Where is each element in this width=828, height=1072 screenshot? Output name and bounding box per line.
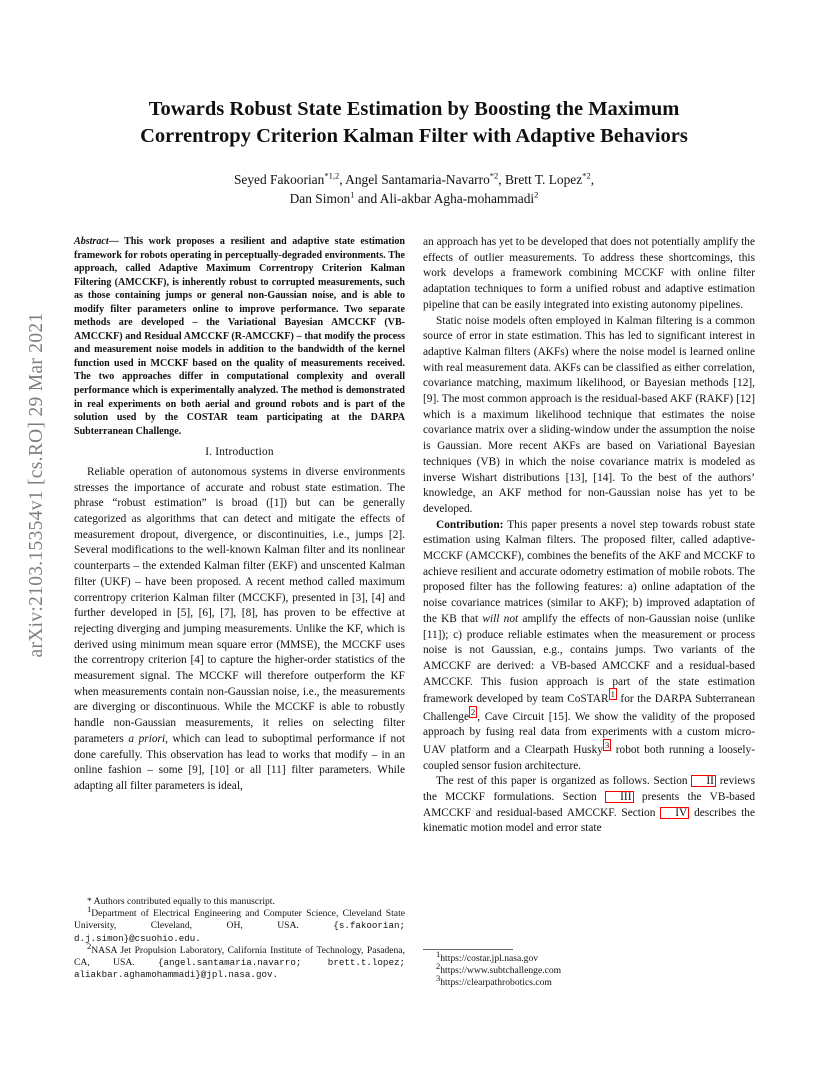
- paragraph-text: This paper presents a novel step towards robust state estimation using Kalman filters. The proposed filter, called adaptive-MCCKF (AMCCKF), combines the benefits of the AKF and MCCKF to achieve resilient and accurate odometry estimation of mobile robots. The proposed filter has the following features: a) online adaptation of the noise covariance matrices (similar to AKF); b) improved adaptation of the KB that: [423, 518, 755, 625]
- section-link-II[interactable]: II: [691, 775, 716, 787]
- contribution-label: Contribution:: [436, 518, 504, 531]
- emphasis-text: a priori: [128, 732, 166, 745]
- authors-line-1: [120, 170, 708, 189]
- footnote-affiliation-1: [74, 904, 405, 945]
- emphasis-text: will not: [482, 612, 519, 625]
- footnote-mark: 1: [436, 948, 441, 959]
- intro-paragraph: [74, 465, 405, 795]
- author-affiliation-mark: *2: [489, 170, 499, 181]
- author-separator: ,: [590, 172, 595, 187]
- arxiv-stamp-text: arXiv:2103.15354v1 [cs.RO] 29 Mar 2021: [26, 312, 47, 658]
- footnote-text: NASA Jet Propulsion Laboratory, California Institute of Technology, Pasadena, CA, USA.: [74, 944, 405, 969]
- footnote-url-2: [423, 961, 755, 977]
- paragraph-text: robot both running a loosely-coupled sensor fusion architecture.: [423, 743, 755, 772]
- paragraph-text: The rest of this paper is organized as follows. Section: [436, 775, 692, 788]
- paragraph-text: Reliable operation of autonomous systems in diverse environments stresses the importance of accurate and robust state estimation. The phrase “robust estimation” is broad ([1]) but can be generally categorized as algorithms that can detect and mitigate the effects of measurement dropout, divergence, or discontinuities, i.e., jumps [2]. Several modifications to the well-known Kalman filter and its nonlinear counterparts – the extended Kalman filter (EKF) and unscented Kalman filter (UKF) – have been proposed. A recent method called maximum correntropy criterion Kalman filter (MCCKF), presented in [3], [4] and further developed in [5], [6], [7], [8], has proven to be effective at rejecting diverging and jumping measurements. Unlike the KF, which is derived using minimum mean square error (MMSE), the MCCKF uses the correntropy criterion [4] to capture the higher-order statistics of the measurement signal. The MCCKF will therefore outperform the KF when measurements contain non-Gaussian noise, i.e., the measurements are diverging or discontinuous. While the MCCKF is able to robustly handle non-Gaussian measurements, it relies on selecting filter parameters: [74, 465, 405, 745]
- abstract: [74, 235, 405, 438]
- paragraph-adaptive-filters: Static noise models often employed in Kalman filtering is a common source of error in state estimation. This has led to significant interest in adaptive Kalman filters (AKFs) where the noise model is learned online with real measurement data. AKFs can be classified as either correlation, covariance matching, maximum likelihood, or Bayesian methods [12], [9]. The most common approach is the residual-based AKF (RAKF) [12] which is a maximum likelihood technique that estimates the noise covariance matrix over a sliding-window under the assumption the noise is Gaussian. More recent AKFs are based on Variational Bayesian techniques (VB) in which the noise covariance matrix is modeled as inverse Wishart distributions [13], [14]. To the best of the authors’ knowledge, an AKF method for non-Gaussian noise has yet to be developed.: [423, 314, 755, 515]
- section-link-IV[interactable]: IV: [660, 807, 689, 819]
- footnote-url[interactable]: https://www.subtchallenge.com: [440, 965, 562, 977]
- footnote-link-1[interactable]: 1: [610, 689, 615, 700]
- author-name: Seyed Fakoorian: [233, 172, 325, 187]
- authors-line-2: [120, 189, 708, 208]
- right-footnotes: [423, 948, 755, 990]
- footnote-url[interactable]: https://clearpathrobotics.com: [440, 977, 552, 989]
- footnote-mark: 1: [87, 904, 92, 915]
- footnote-equal-contribution: * Authors contributed equally to this manuscript.: [87, 896, 275, 907]
- paragraph-text: presents the VB-based AMCCKF and residual-based AMCCKF. Section: [423, 790, 755, 819]
- author-affiliation-mark: 1: [350, 189, 355, 200]
- author-name: , Brett T. Lopez: [498, 172, 583, 187]
- footnote-mark: 2: [436, 961, 441, 972]
- paper-title: [80, 96, 748, 150]
- abstract-label: Abstract: [74, 236, 109, 247]
- paragraph-text: , Cave Circuit [15]. We show the validity of the proposed approach by fusing real data from experiments with a custom micro-UAV platform and a Clearpath Husky: [423, 710, 755, 756]
- footnote-affiliation-2: [74, 940, 405, 982]
- author-name: and Ali-akbar Agha-mohammadi: [354, 191, 535, 206]
- footnote-mark: 3: [436, 973, 441, 984]
- author-name: , Angel Santamaria-Navarro: [339, 172, 490, 187]
- paragraph-text: , which can lead to suboptimal performance if not done carefully. This observation has lead to works that modify – in an online fashion – some [9], [10] or all [11] filter parameters. While adapting all filter parameters is ideal,: [74, 732, 406, 792]
- paragraph-organization: [423, 774, 755, 837]
- left-column: [74, 235, 405, 795]
- footnote-email: {angel.santamaria.navarro; brett.t.lopez; aliakbar.aghamohammadi}@jpl.nasa.gov.: [74, 957, 405, 981]
- arxiv-identifier-stamp: [22, 285, 52, 685]
- author-name: Dan Simon: [289, 191, 351, 206]
- paragraph-text: for the DARPA Subterranean Challenge: [423, 693, 755, 723]
- paragraph-contribution: [423, 518, 755, 775]
- footnote-url-1: [423, 948, 755, 965]
- footnote-url[interactable]: https://costar.jpl.nasa.gov: [440, 953, 539, 964]
- footnote-email: {s.fakoorian; d.j.simon}@csuohio.edu.: [74, 920, 405, 944]
- footnote-text: Department of Electrical Engineering and Computer Science, Cleveland State University, Cleveland, OH, USA.: [74, 908, 405, 932]
- author-affiliation-mark: *1,2: [324, 170, 340, 181]
- paragraph-text: describes the kinematic motion model and error state: [423, 806, 755, 835]
- author-affiliation-mark: *2: [582, 170, 591, 181]
- abstract-body: — This work proposes a resilient and adaptive state estimation framework for robots operating in perceptually-degraded environments. The approach, called Adaptive Maximum Correntropy Criterion Kalman Filtering (AMCCKF), is inherently robust to corrupted measurements, such as those containing jumps or general non-Gaussian noise, and is able to modify filter parameters online to improve performance. Two separate methods are developed – the Variational Bayesian AMCCKF (VB-AMCCKF) and Residual AMCCKF (R-AMCCKF) – that modify the process and measurement noise models in addition to the bandwidth of the kernel function used in MCCKF based on the quality of measurements received. The two approaches differ in computational complexity and overall performance which is experimentally analyzed. The method is demonstrated in real experiments on both aerial and ground robots and is part of the solution used by the COSTAR team participating at the DARPA Subterranean Challenge.: [74, 236, 405, 437]
- footnote-url-3: [423, 973, 755, 989]
- footnote-link-3[interactable]: 3: [604, 740, 610, 751]
- paragraph-continued: an approach has yet to be developed that does not potentially amplify the effects of outlier measurements. To address these shortcomings, this work develops a framework combining MCCKF with online filter adaptation techniques to form a unified robust and adaptive estimation pipeline that can be easily integrated into existing autonomy pipelines.: [423, 236, 755, 311]
- title-line-1: Towards Robust State Estimation by Boosting the Maximum: [148, 98, 680, 120]
- author-list: [120, 170, 708, 208]
- section-link-III[interactable]: III: [605, 791, 633, 803]
- footnote-mark: 2: [87, 940, 92, 951]
- section-heading-introduction: I. Introduction: [205, 446, 274, 459]
- paragraph-text: amplify the effects of non-Gaussian noise (unlike [11]); c) produce reliable estimates when the measurement or process noise is not Gaussian, e.g., contains jumps. Two variants of the AMCCKF are derived: a VB-based AMCCKF and a residual-based AMCCKF. This fusion approach is part of the state estimation framework developed by team CoSTAR: [423, 612, 756, 706]
- paragraph-text: reviews the MCCKF formulations. Section: [423, 775, 755, 803]
- title-line-2: Correntropy Criterion Kalman Filter with Adaptive Behaviors: [140, 125, 688, 147]
- left-footnotes: [74, 896, 405, 981]
- author-affiliation-mark: 2: [534, 189, 539, 200]
- footnote-link-2[interactable]: 2: [471, 706, 476, 717]
- right-column: [423, 235, 755, 837]
